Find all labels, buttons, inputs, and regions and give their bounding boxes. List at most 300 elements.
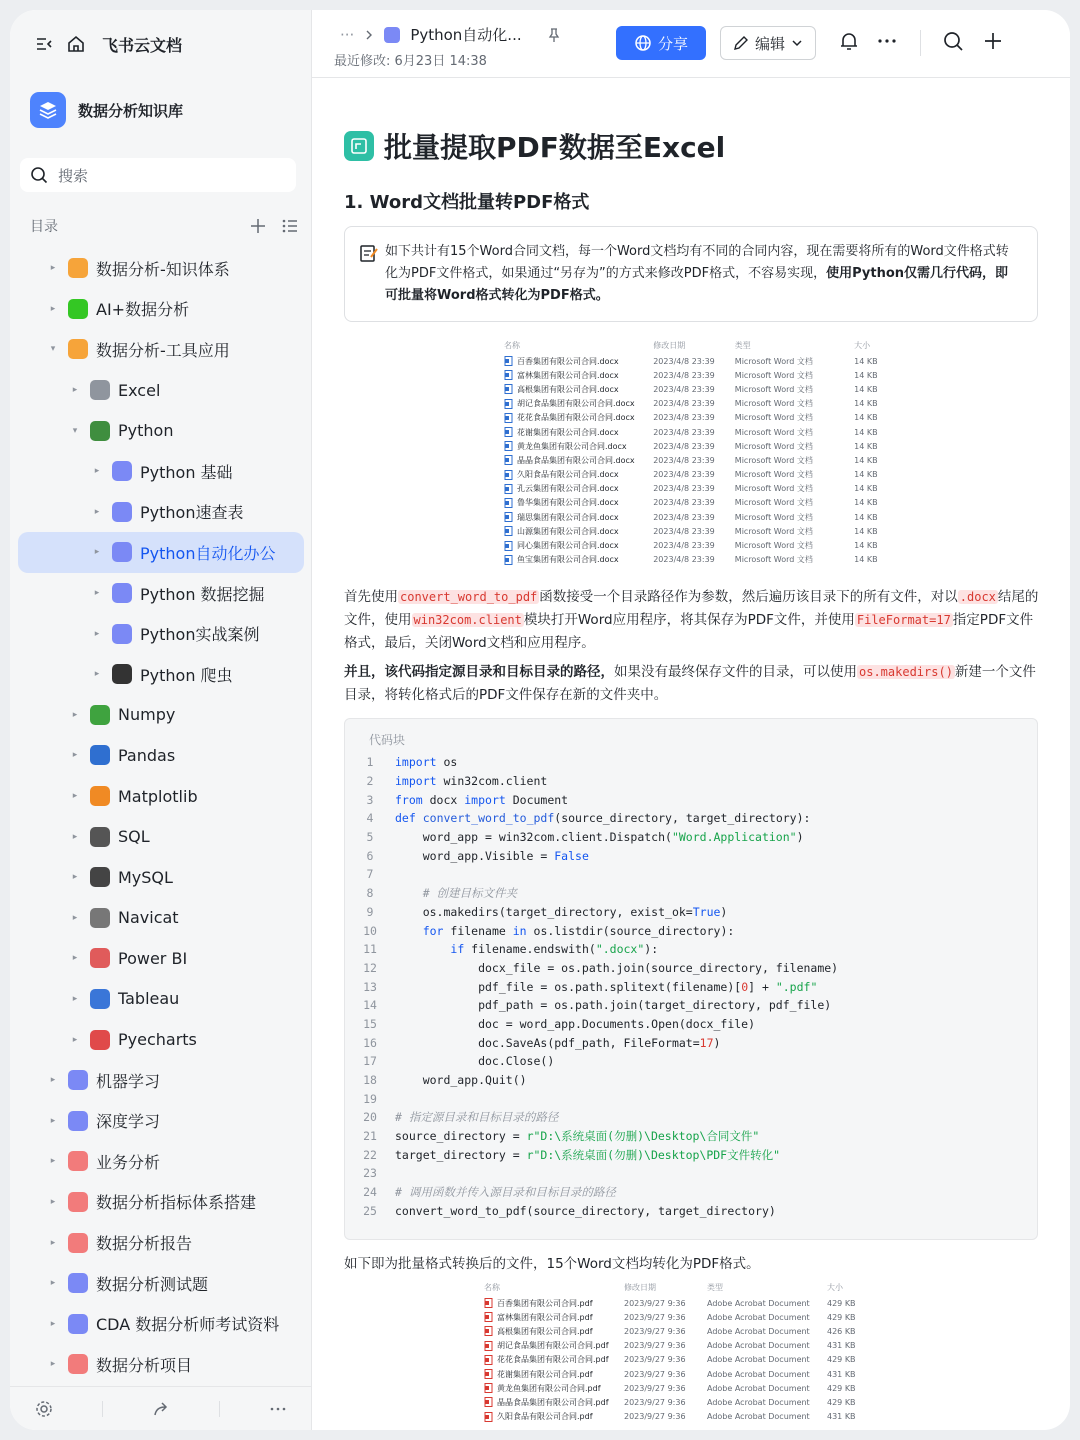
file-list-header (484, 1282, 884, 1296)
page-icon (68, 1233, 88, 1253)
file-row (504, 397, 884, 411)
file-type: Microsoft Word 文档 (734, 498, 813, 508)
code-block[interactable] (344, 718, 1038, 1240)
page-icon (90, 705, 110, 725)
memo-icon (359, 243, 379, 263)
sidebar-item[interactable] (10, 695, 312, 736)
file-type: Adobe Acrobat Document (707, 1355, 810, 1365)
inline-code: os.makedirs() (859, 665, 953, 679)
code-line (345, 809, 1039, 828)
file-date: 2023/9/27 9:36 (624, 1298, 686, 1308)
file-size: 14 KB (854, 512, 878, 522)
file-name (504, 398, 653, 409)
chevron-right-icon[interactable]: ▸ (50, 1075, 56, 1086)
column-header: 修改日期 (653, 341, 686, 350)
edit-label: 编辑 (754, 34, 785, 53)
file-type: Adobe Acrobat Document (707, 1383, 810, 1393)
file-type: Microsoft Word 文档 (734, 455, 813, 465)
text: 首先使用 (344, 589, 398, 605)
file-icon (504, 413, 513, 423)
line-number: 2 (366, 774, 374, 789)
file-name-text: 孔云集团有限公司合同.docx (517, 484, 619, 494)
page-icon (68, 299, 88, 319)
page-icon (68, 258, 88, 278)
file-name-text: 花花食品集团有限公司合同.pdf (497, 1355, 609, 1365)
file-date: 2023/4/8 23:39 (653, 498, 715, 508)
chevron-down-icon[interactable]: ▾ (72, 425, 78, 436)
file-size: 429 KB (827, 1355, 856, 1365)
file-icon (504, 555, 513, 565)
last-modified: 最近修改: 6月23日 14:38 (334, 54, 487, 69)
file-name-text: 富林集团有限公司合同.docx (517, 370, 619, 380)
code-line (345, 1164, 1039, 1183)
page-icon (68, 1111, 88, 1131)
code-line (345, 1108, 1039, 1127)
file-name (484, 1354, 624, 1365)
code-line (345, 903, 1039, 922)
file-date: 2023/9/27 9:36 (624, 1412, 686, 1422)
line-number: 23 (363, 1166, 377, 1181)
file-name-text: 胡记食品集团有限公司合同.docx (517, 399, 635, 409)
file-name-text: 花花食品集团有限公司合同.docx (517, 413, 635, 423)
code-text: def convert_word_to_pdf(source_directory, target_directory): (395, 811, 811, 826)
file-icon (484, 1397, 493, 1407)
file-name (504, 512, 653, 523)
sidebar-item[interactable] (10, 816, 312, 857)
file-name-text: 百香集团有限公司合同.docx (517, 356, 619, 366)
code-line (345, 1033, 1039, 1052)
column-header: 名称 (504, 341, 520, 350)
chevron-right-icon[interactable]: ▸ (50, 1156, 56, 1167)
code-line (345, 977, 1039, 996)
file-name (484, 1397, 624, 1408)
file-row (504, 453, 884, 467)
page-icon (112, 542, 132, 562)
file-icon (484, 1369, 493, 1379)
file-name (504, 469, 653, 480)
sidebar-item[interactable] (10, 898, 312, 939)
file-name (504, 554, 653, 565)
chevron-right-icon[interactable]: ▸ (50, 1237, 56, 1248)
sidebar-item[interactable] (18, 532, 304, 573)
file-name-text: 晶晶食品集团有限公司合同.docx (517, 455, 635, 465)
page-icon (90, 1030, 110, 1050)
file-list-header (504, 340, 884, 354)
callout-text: 如下共计有15个Word合同文档，每一个Word文档均有不同的合同内容，现在需要将所有的Word文件格式转化为PDF文件格式，如果通过“另存为”的方式来修改PDF格式，不容易实现， (385, 244, 1009, 281)
file-size: 14 KB (854, 370, 878, 380)
file-type: Microsoft Word 文档 (734, 427, 813, 437)
file-type: Adobe Acrobat Document (707, 1341, 810, 1351)
settings-icon[interactable] (35, 1400, 53, 1418)
line-number: 14 (363, 998, 377, 1013)
file-name-text: 高根集团有限公司合同.pdf (497, 1326, 593, 1336)
sidebar-item[interactable] (10, 979, 312, 1020)
edit-mode-button[interactable] (720, 26, 816, 60)
home-icon[interactable] (66, 34, 86, 54)
chevron-right-icon[interactable]: ▸ (50, 303, 56, 314)
sidebar-item[interactable] (10, 573, 312, 614)
text: 模块打开Word应用程序，将其保存为PDF文件，并使用 (523, 612, 855, 628)
sidebar-item[interactable] (10, 1182, 312, 1223)
file-icon (504, 455, 513, 465)
footer-divider (219, 1401, 220, 1417)
more-options-icon[interactable] (876, 30, 898, 52)
file-row (484, 1395, 884, 1409)
sidebar-item[interactable] (10, 410, 312, 451)
line-number: 1 (366, 755, 374, 770)
file-icon (484, 1412, 493, 1422)
sidebar-item-label: Excel (118, 380, 161, 400)
file-date: 2023/4/8 23:39 (653, 470, 715, 480)
chevron-down-icon (791, 37, 803, 49)
sidebar-item[interactable] (10, 857, 312, 898)
page-icon (68, 339, 88, 359)
chevron-right-icon[interactable]: ▸ (72, 709, 78, 720)
pin-icon[interactable] (546, 27, 562, 43)
page-icon (68, 1314, 88, 1334)
file-size: 429 KB (827, 1383, 856, 1393)
file-name (504, 526, 653, 537)
text: 如果没有最终保存文件的目录，可以使用 (614, 664, 857, 680)
file-type: Microsoft Word 文档 (734, 384, 813, 394)
sidebar-item-label: Power BI (118, 948, 188, 968)
text: 函数接受一个目录路径作为参数，然后遍历该目录下的所有文件，对以 (539, 589, 958, 605)
paragraph-3: 如下即为批量格式转换后的文件，15个Word文档均转化为PDF格式。 (344, 1256, 760, 1272)
paragraph-1 (344, 586, 1040, 655)
file-name-text: 晶晶食品集团有限公司合同.pdf (497, 1397, 609, 1407)
sidebar-item[interactable] (10, 1019, 312, 1060)
toc-list-icon[interactable] (282, 218, 298, 234)
page-icon (90, 989, 110, 1009)
sidebar-item-label: CDA 数据分析师考试资料 (96, 1315, 280, 1335)
collapse-sidebar-icon[interactable] (34, 34, 54, 54)
file-row (484, 1310, 884, 1324)
chevron-right-icon[interactable]: ▸ (50, 1115, 56, 1126)
chevron-right-icon[interactable]: ▸ (72, 953, 78, 964)
file-row (484, 1324, 884, 1338)
code-line (345, 1052, 1039, 1071)
search-input[interactable] (20, 158, 296, 192)
file-size: 14 KB (854, 455, 878, 465)
chevron-right-icon[interactable]: ▸ (72, 993, 78, 1004)
page-icon (112, 502, 132, 522)
file-size: 14 KB (854, 555, 878, 565)
sidebar-item[interactable] (10, 1303, 312, 1344)
chevron-right-icon[interactable]: ▸ (94, 466, 100, 477)
sidebar-item[interactable] (10, 776, 312, 817)
sidebar-item-label: Python实战案例 (140, 625, 260, 645)
file-date: 2023/9/27 9:36 (624, 1355, 686, 1365)
line-number: 22 (363, 1147, 377, 1162)
code-line (345, 1089, 1039, 1108)
chevron-right-icon[interactable]: ▸ (94, 506, 100, 517)
sidebar-item[interactable] (10, 1222, 312, 1263)
line-number: 15 (363, 1016, 377, 1031)
sidebar-item-label: 数据分析-知识体系 (96, 259, 230, 279)
file-icon (484, 1298, 493, 1308)
knowledge-base-name: 数据分析知识库 (78, 101, 184, 120)
file-date: 2023/9/27 9:36 (624, 1383, 686, 1393)
add-icon[interactable] (982, 30, 1004, 52)
chevron-right-icon[interactable]: ▸ (94, 588, 100, 599)
file-size: 429 KB (827, 1397, 856, 1407)
chevron-right-icon[interactable]: ▸ (50, 1196, 56, 1207)
file-size: 429 KB (827, 1312, 856, 1322)
sidebar-item-label: 机器学习 (96, 1071, 161, 1091)
file-name-text: 高根集团有限公司合同.docx (517, 384, 619, 394)
sidebar-item[interactable] (10, 451, 312, 492)
knowledge-base[interactable] (30, 92, 183, 128)
sidebar-item[interactable] (10, 735, 312, 776)
file-size: 14 KB (854, 399, 878, 409)
chevron-right-icon[interactable]: ▸ (72, 385, 78, 396)
line-number: 3 (366, 792, 374, 807)
sidebar-item-label: Tableau (118, 989, 180, 1009)
code-line (345, 921, 1039, 940)
breadcrumb-more[interactable]: ··· (340, 25, 355, 44)
file-size: 14 KB (854, 498, 878, 508)
sidebar-item-label: 数据分析测试题 (96, 1274, 209, 1294)
code-line (345, 996, 1039, 1015)
file-icon (504, 441, 513, 451)
file-name-text: 花谢集团有限公司合同.pdf (497, 1369, 593, 1379)
sidebar-item[interactable] (10, 1141, 312, 1182)
code-block-label: 代码块 (369, 733, 406, 747)
line-number: 20 (363, 1110, 377, 1125)
code-line (345, 1071, 1039, 1090)
file-date: 2023/4/8 23:39 (653, 441, 715, 451)
file-name-text: 富林集团有限公司合同.pdf (497, 1312, 593, 1322)
chevron-right-icon[interactable]: ▸ (72, 912, 78, 923)
sidebar-item-label: SQL (118, 827, 150, 847)
sidebar-item-label: Python速查表 (140, 503, 244, 523)
chevron-down-icon[interactable]: ▾ (50, 344, 56, 355)
code-text: for filename in os.listdir(source_directory): (422, 923, 735, 938)
doc-title-text: 批量提取PDF数据至Excel (384, 131, 726, 164)
sidebar-item[interactable] (10, 1100, 312, 1141)
chevron-right-icon[interactable]: ▸ (50, 1359, 56, 1370)
file-date: 2023/4/8 23:39 (653, 484, 715, 494)
line-number: 21 (363, 1129, 377, 1144)
file-date: 2023/4/8 23:39 (653, 512, 715, 522)
file-name (484, 1340, 624, 1351)
sidebar-item[interactable] (10, 1263, 312, 1304)
sidebar-item[interactable] (10, 1344, 312, 1385)
app-brand[interactable]: 飞书云文档 (102, 35, 183, 55)
line-number: 12 (363, 960, 377, 975)
file-type: Adobe Acrobat Document (707, 1397, 810, 1407)
file-row (504, 368, 884, 382)
footer-divider (102, 1401, 103, 1417)
file-size: 429 KB (827, 1298, 856, 1308)
file-size: 431 KB (827, 1412, 856, 1422)
sidebar-item[interactable] (10, 370, 312, 411)
sidebar-item[interactable] (10, 329, 312, 370)
breadcrumb (340, 24, 562, 45)
code-text: import win32com.client (395, 774, 548, 789)
globe-icon (634, 34, 652, 52)
sidebar-item[interactable] (10, 613, 312, 654)
chevron-right-icon[interactable]: ▸ (94, 628, 100, 639)
sidebar-item-label: Numpy (118, 705, 176, 725)
file-name (484, 1411, 624, 1422)
file-date: 2023/4/8 23:39 (653, 370, 715, 380)
file-date: 2023/9/27 9:36 (624, 1341, 686, 1351)
doc-crumb-icon (384, 27, 400, 43)
code-text: pdf_path = os.path.join(target_directory, pdf_file) (395, 998, 832, 1013)
code-text: from docx import Document (395, 792, 569, 807)
page-icon (90, 908, 110, 928)
page-icon (90, 745, 110, 765)
sidebar-item-label: AI+数据分析 (96, 300, 190, 320)
file-size: 14 KB (854, 413, 878, 423)
column-header: 名称 (484, 1283, 500, 1292)
code-text: doc.SaveAs(pdf_path, FileFormat=17) (395, 1035, 721, 1050)
line-number: 16 (363, 1035, 377, 1050)
text: 结尾的文件，使用 (344, 589, 1039, 628)
code-text: word_app.Quit() (395, 1073, 527, 1088)
file-name (484, 1312, 624, 1323)
sidebar-item-label: 数据分析指标体系搭建 (96, 1193, 257, 1213)
file-row (504, 538, 884, 552)
chevron-right-icon[interactable]: ▸ (50, 1278, 56, 1289)
file-type: Microsoft Word 文档 (734, 541, 813, 551)
chevron-right-icon[interactable]: ▸ (72, 791, 78, 802)
file-size: 14 KB (854, 484, 878, 494)
share-arrow-icon[interactable] (152, 1400, 170, 1418)
share-button[interactable] (616, 26, 706, 60)
file-type: Microsoft Word 文档 (734, 356, 813, 366)
code-text: # 指定源目录和目标目录的路径 (395, 1110, 559, 1125)
doc-crumb-title[interactable]: Python自动化... (410, 26, 522, 44)
more-icon[interactable] (269, 1400, 287, 1418)
file-size: 14 KB (854, 441, 878, 451)
paragraph-2 (344, 661, 1040, 707)
file-name-text: 山源集团有限公司合同.docx (517, 526, 619, 536)
file-name (504, 356, 653, 367)
sidebar-item[interactable] (10, 492, 312, 533)
file-row (504, 482, 884, 496)
file-name (484, 1298, 624, 1309)
toolbar-divider (920, 30, 921, 56)
file-icon (504, 498, 513, 508)
page-icon (112, 461, 132, 481)
chevron-right-icon[interactable]: ▸ (50, 263, 56, 274)
code-text: docx_file = os.path.join(source_directory, filename) (395, 960, 839, 975)
file-name (484, 1326, 624, 1337)
file-type: Microsoft Word 文档 (734, 441, 813, 451)
column-header: 类型 (707, 1283, 723, 1292)
sidebar-item-label: 数据分析-工具应用 (96, 340, 230, 360)
line-number: 7 (366, 867, 374, 882)
file-name-text: 百香集团有限公司合同.pdf (497, 1298, 593, 1308)
page-icon (90, 948, 110, 968)
file-row (504, 382, 884, 396)
page-icon (112, 583, 132, 603)
sidebar-footer (10, 1386, 312, 1430)
file-icon (504, 512, 513, 522)
code-text: word_app = win32com.client.Dispatch("Word.Application") (395, 830, 804, 845)
text: 新建一个文件目录，将转化格式后的PDF文件保存在新的文件夹中。 (344, 664, 1036, 703)
line-number: 5 (366, 830, 374, 845)
chevron-right-icon[interactable]: ▸ (72, 1034, 78, 1045)
code-line (345, 753, 1039, 772)
chevron-right-icon[interactable]: ▸ (72, 831, 78, 842)
sidebar-item[interactable] (10, 938, 312, 979)
code-text: doc.Close() (395, 1054, 555, 1069)
sidebar-item[interactable] (10, 1060, 312, 1101)
file-name-text: 黄龙鱼集团有限公司合同.docx (517, 441, 627, 451)
chevron-right-icon[interactable]: ▸ (94, 669, 100, 680)
file-name (504, 483, 653, 494)
page-icon (112, 664, 132, 684)
callout-block (344, 226, 1038, 322)
code-lines (345, 753, 1039, 1220)
file-icon (504, 384, 513, 394)
line-number: 9 (366, 904, 374, 919)
code-text: word_app.Visible = False (395, 848, 589, 863)
code-line (345, 1183, 1039, 1202)
sidebar-item[interactable] (10, 654, 312, 695)
doc-title (344, 126, 725, 166)
code-line (345, 828, 1039, 847)
bold-text: 并且，该代码指定源目录和目标目录的路径， (344, 664, 614, 680)
sidebar-item-label: 数据分析报告 (96, 1234, 193, 1254)
file-row (484, 1353, 884, 1367)
doc-type-icon (344, 131, 374, 161)
page-icon (90, 827, 110, 847)
file-row (504, 425, 884, 439)
file-icon (504, 541, 513, 551)
column-header: 修改日期 (624, 1283, 656, 1292)
file-row (504, 354, 884, 368)
file-type: Adobe Acrobat Document (707, 1298, 810, 1308)
chevron-right-icon[interactable]: ▸ (50, 1318, 56, 1329)
chevron-right-icon[interactable]: ▸ (72, 872, 78, 883)
chevron-right-icon[interactable]: ▸ (94, 547, 100, 558)
code-text: import os (395, 755, 458, 770)
file-name (504, 384, 653, 395)
notification-bell-icon[interactable] (838, 30, 860, 52)
sidebar-item-label: Matplotlib (118, 786, 198, 806)
line-number: 17 (363, 1054, 377, 1069)
file-type: Microsoft Word 文档 (734, 512, 813, 522)
file-name (504, 540, 653, 551)
chevron-right-icon[interactable]: ▸ (72, 750, 78, 761)
line-number: 4 (366, 811, 374, 826)
page-icon (90, 380, 110, 400)
file-name-text: 久阳食品有限公司合同.docx (517, 470, 619, 480)
search-icon[interactable] (942, 30, 964, 52)
file-date: 2023/4/8 23:39 (653, 541, 715, 551)
line-number: 13 (363, 979, 377, 994)
docx-file-list-image (504, 340, 884, 567)
sidebar-item[interactable] (10, 289, 312, 330)
file-row (484, 1296, 884, 1310)
code-line (345, 1015, 1039, 1034)
sidebar-item-label: Python 数据挖掘 (140, 584, 265, 604)
file-date: 2023/4/8 23:39 (653, 526, 715, 536)
share-label: 分享 (657, 34, 688, 53)
sidebar-item[interactable] (10, 248, 312, 289)
file-size: 14 KB (854, 470, 878, 480)
pencil-icon (733, 35, 749, 51)
file-icon (484, 1383, 493, 1393)
sidebar-item-label: Python 爬虫 (140, 665, 233, 685)
page-icon (68, 1151, 88, 1171)
file-size: 14 KB (854, 384, 878, 394)
add-page-icon[interactable] (250, 218, 266, 234)
